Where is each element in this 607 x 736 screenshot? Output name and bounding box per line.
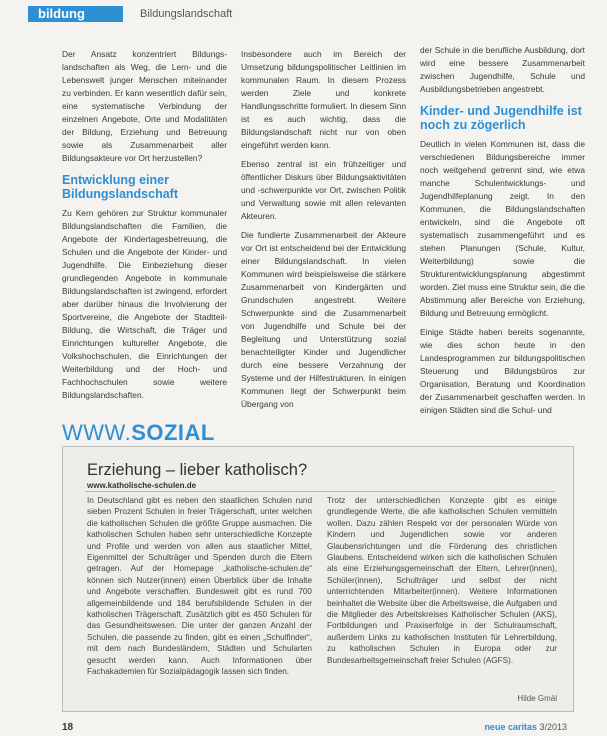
- page-number: 18: [62, 722, 74, 733]
- page-header: [0, 0, 607, 26]
- box-title: Erziehung – lieber katholisch?: [87, 461, 308, 479]
- subheading: Entwicklung einer Bildungslandschaft: [62, 173, 178, 201]
- section-tab: bildung: [28, 6, 123, 22]
- author-signature: Hilde Gmäl: [517, 694, 557, 703]
- paragraph: der Schule in die berufliche Ausbildung, dort wird eine bessere Zusammenarbeit zwischen Jugendhilfe, Schule und Ausbildungsbetrieben angestrebt.: [420, 45, 585, 94]
- www-sozial-logo: [62, 420, 215, 446]
- paragraph: Ebenso zentral ist ein frühzeitiger und öffentlicher Diskurs über Bildungsaktivitäten und -schwerpunkte vor Ort, zwischen Politik und Verwaltung sowie mit allen relevanten Akteuren.: [241, 159, 406, 221]
- brand-prefix: WWW.: [62, 420, 132, 445]
- paragraph: Der Ansatz konzentriert Bildungs- landschaften als Weg, die Lern- und die Lebenswelt junger Menschen miteinander zu verbinden. Er kann wesentlich dafür sein, eine systematische Verbindung der einzelnen Angebote, Orte und Modalitäten der Bildung, Erziehung und Betreuung sowie als Zusammenarbeit aller Bildungsakteure vor Ort herzustellen?: [62, 49, 227, 163]
- box-link[interactable]: www.katholische-schulen.de: [87, 481, 197, 490]
- info-box: [62, 446, 574, 712]
- magazine-footer: [484, 722, 567, 732]
- issue: 3/2013: [536, 722, 567, 732]
- article-column-2: [241, 48, 406, 411]
- paragraph: Einige Städte haben bereits sogenannte, wie dies schon heute in den Landesprogrammen zur bildungspolitischen Steuerung und Bildungsbüros zur Organisation, Beratung und Koordination der Zusammenarbeit geschaffen werden. In einigen Städten sind die Schul- und: [420, 327, 585, 415]
- paragraph: Insbesondere auch im Bereich der Umsetzung bildungspolitischer Leitlinien im kommunalen Raum. In diesem Prozess werden Ziele und konkrete Handlungsschritte formuliert. In diesem Sinn ist es auch wichtig, dass die Bildungslandschaft nicht nur von oben eingeführt werden kann.: [241, 49, 406, 150]
- brand-bold: SOZIAL: [131, 420, 215, 445]
- box-column-right: Trotz der unterschiedlichen Konzepte gibt es einige grundlegende Werte, die alle katholischen Schulen vermitteln wollen. Dazu zählen Respekt vor der personalen Würde von Kindern und Jugendlichen sowie vor anderen Glaubensrichtungen und die Förderung des christlichen Glaubens. Entscheidend wirken sich die katholischen Schulen als eine Erziehungsgemeinschaft der Eltern, Lehrer(innen), Schüler(innen), Schulträger und selbst der nicht unterrichtenden Mitarbeiter(innen). Weitere Informationen beinhaltet die Website über die Arbeitsweise, die Aufgaben und die Mitglieder des Arbeitskreises Katholischer Schulen (AKS), Fortbildungen und Praxiserfolge in der Schulraumschaft, außerdem Links zu katholischen Instituten für Lehrerbildung, zu katholischen Schulen in Europa oder zur Bundesarbeitsgemeinschaft freier Schulen (AGFS).: [327, 496, 557, 665]
- article-column-3: [420, 44, 585, 417]
- subheading: Kinder- und Jugendhilfe ist noch zu zögerlich: [420, 104, 582, 132]
- section-subtitle: Bildungslandschaft: [140, 8, 233, 20]
- divider: [85, 491, 555, 492]
- article-column-1: [62, 48, 227, 402]
- paragraph: Zu Kern gehören zur Struktur kommunaler Bildungslandschaften die Familien, die Angebote der Kindertagesbetreuung, die Schulen und die Angebote der Kinder- und Jugendhilfe. Die Einbeziehung dieser grundlegenden Angebote in kommunale Bildungslandschaften ist zwingend, erfordert aber darüber hinaus die Involvierung der Sportvereine, die Angebote der Stadtteil-Bildung, die Wirtschaft, die Träger und Einrichtungen kultureller Angebote, die Volkshochschulen, die Einrichtungen der Weiterbildung und der Hoch- und Fachhochschulen sowie weitere Bildungslandschaften.: [62, 208, 227, 400]
- paragraph: Deutlich in vielen Kommunen ist, dass die verschiedenen Bildungsbereiche immer noch weitgehend getrennt sind, wie etwa manche Schulentwicklungs- und Jugendhilfeplanung zeigt. In den Kommunen, die Bildungslandschaften entwickeln, sind die Angebote oft systematisch zusammengeführt und es stehen Planungen (Schule, Kultur, Weiterbildung) sowie die Strukturentwicklungsplanung abgestimmt worden. Ziel muss eine Struktur sein, die die Abstimmung aller Bereiche von Erziehung, Bildung und Betreuung ermöglicht.: [420, 139, 585, 318]
- box-column-left: In Deutschland gibt es neben den staatlichen Schulen rund sieben Prozent Schulen in freier Trägerschaft, unter welchen die katholischen Schulen die größte Gruppe ausmachen. Die katholischen Schulen haben sehr unterschiedliche Konzepte und Profile und werden von allen aus staatlicher Mittel, Eigenmittel der Schulträger und Spenden durch die Eltern getragen. Auf der Homepage „katholische-schulen.de“ können sich Nutzer(innen) einen Überblick über die Inhalte und Angebote verschaffen. Bundesweit gibt es rund 700 allgemeinbildende und 184 berufsbildende Schulen in der katholischen Trägerschaft. Zusätzlich gibt es 450 Schulen für das Gesundheitswesen. Die unter der ganzen Anzahl der Schulen, die passende zu finden, gibt es einen „Schulfinder“, mit dem nach Bundesländern, Städten und Schularten gesucht werden kann. Auch Informationen über Fachakademien für Sozialpädagogik lassen sich finden.: [87, 496, 312, 677]
- magazine-name: neue caritas: [484, 722, 537, 732]
- paragraph: Die fundierte Zusammenarbeit der Akteure vor Ort ist entscheidend bei der Entwicklung einer Bildungslandschaft. In vielen Kommunen wird beispielsweise die stärkere Zusammenarbeit von Kindergärten und Grundschulen angestrebt. Weitere Schwerpunkte sind die Zusammenarbeit von Jugendhilfe und Schule bei der Begleitung und Unterstützung sozial benachteiligter Kinder und Jugendlicher durch eine bessere Verzahnung der Systeme und der Hilfestrukturen. In einigen Kommunen liegt der Schwerpunkt beim Übergang von: [241, 230, 406, 409]
